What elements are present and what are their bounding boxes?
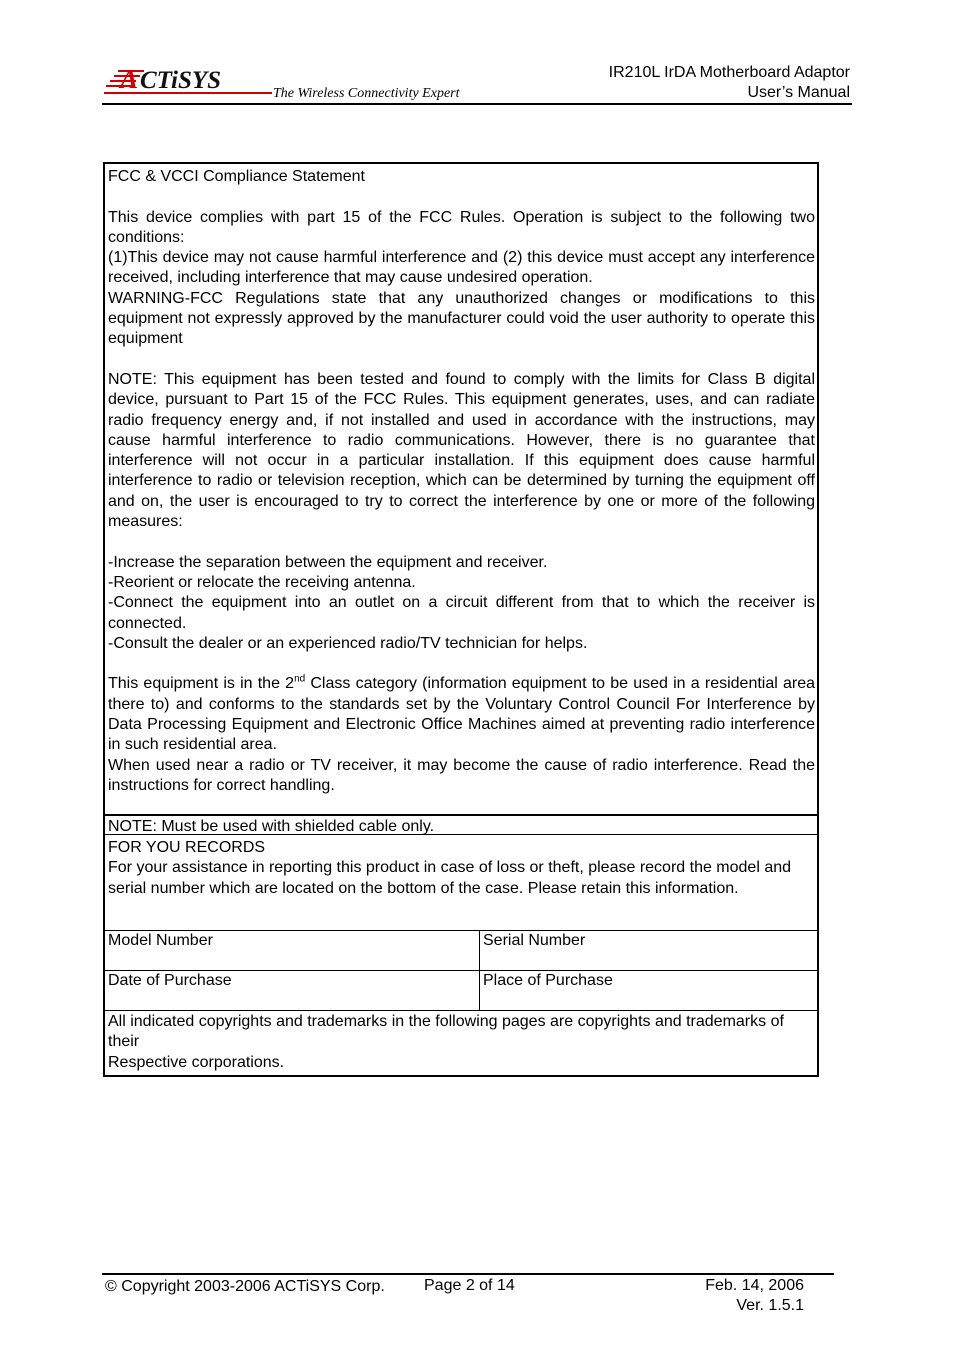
trademark-line-2: Respective corporations. — [108, 1053, 285, 1071]
measure-item: -Reorient or relocate the receiving antenna. — [108, 573, 416, 591]
model-number-field: Model Number — [105, 931, 480, 970]
trademark-line-1: All indicated copyrights and trademarks in the following pages are copyrights and trademarks of their — [108, 1013, 784, 1051]
serial-number-field: Serial Number — [483, 932, 586, 949]
svg-text:A: A — [120, 64, 139, 94]
measure-item: -Consult the dealer or an experienced radio/TV technician for helps. — [108, 634, 588, 652]
shielded-cable-note: NOTE: Must be used with shielded cable only. — [105, 814, 817, 835]
footer-rule — [102, 1273, 834, 1275]
vcci-paragraph: This equipment is in the 2nd Class category (information equipment to be used in a residential area there to) and conforms to the standards set by the Voluntary Control Council For Interference by Data Processing Equipment and Electronic Office Machines aimed at preventing radio interference in such residential area. — [108, 674, 816, 754]
footer-date: Feb. 14, 2006 — [705, 1277, 804, 1294]
place-of-purchase-field: Place of Purchase — [483, 972, 613, 989]
fcc-section — [105, 164, 817, 814]
records-row — [105, 931, 817, 971]
header-title — [609, 63, 850, 103]
product-title: IR210L IrDA Motherboard Adaptor — [608, 64, 850, 81]
manual-label: User’s Manual — [747, 84, 850, 101]
footer-version: Ver. 1.5.1 — [736, 1297, 804, 1314]
records-text: For your assistance in reporting this product in case of loss or theft, please record the model and serial number which are located on the bottom of the case. Please retain this information. — [108, 859, 792, 897]
actisys-logo — [104, 64, 274, 96]
date-of-purchase-field: Date of Purchase — [105, 971, 480, 1010]
records-section — [105, 835, 817, 931]
fcc-paragraph-1: This device complies with part 15 of the FCC Rules. Operation is subject to the following two conditions: — [108, 208, 815, 246]
fcc-title: FCC & VCCI Compliance Statement — [108, 168, 365, 185]
compliance-box — [103, 162, 819, 1077]
header-rule — [102, 103, 852, 105]
fcc-warning: WARNING-FCC Regulations state that any unauthorized changes or modifications to this equipment not expressly approved by the manufacturer could void the user authority to operate this equipment — [108, 289, 815, 348]
records-title: FOR YOU RECORDS — [108, 839, 266, 856]
footer-page-number: Page 2 of 14 — [424, 1277, 515, 1294]
records-row — [105, 971, 817, 1011]
fcc-paragraph-2: (1)This device may not cause harmful interference and (2) this device must accept any interference received, including interference that may cause undesired operation. — [108, 249, 815, 287]
measure-item: -Connect the equipment into an outlet on a circuit different from that to which the receiver is connected. — [108, 594, 815, 632]
footer-copyright: © Copyright 2003-2006 ACTiSYS Corp. — [105, 1278, 385, 1295]
svg-text:CTiSYS: CTiSYS — [140, 67, 222, 94]
fcc-note: NOTE: This equipment has been tested and found to comply with the limits for Class B digital device, pursuant to Part 15 of the FCC Rules. This equipment generates, uses, and can radiate radio frequency energy and, if not installed and used in accordance with the instructions, may cause harmful interference to radio communications. However, there is no guarantee that interference will not occur in a particular installation. If this equipment does cause harmful interference to radio or television reception, which can be determined by turning the equipment off and on, the user is encouraged to try to correct the interference by one or more of the following measures: — [108, 370, 815, 531]
handling-paragraph: When used near a radio or TV receiver, it may become the cause of radio interference. Read the instructions for correct handling. — [108, 756, 815, 794]
measure-item: -Increase the separation between the equipment and receiver. — [108, 553, 548, 571]
tagline: The Wireless Connectivity Expert — [273, 86, 460, 101]
trademark-section — [105, 1011, 817, 1075]
